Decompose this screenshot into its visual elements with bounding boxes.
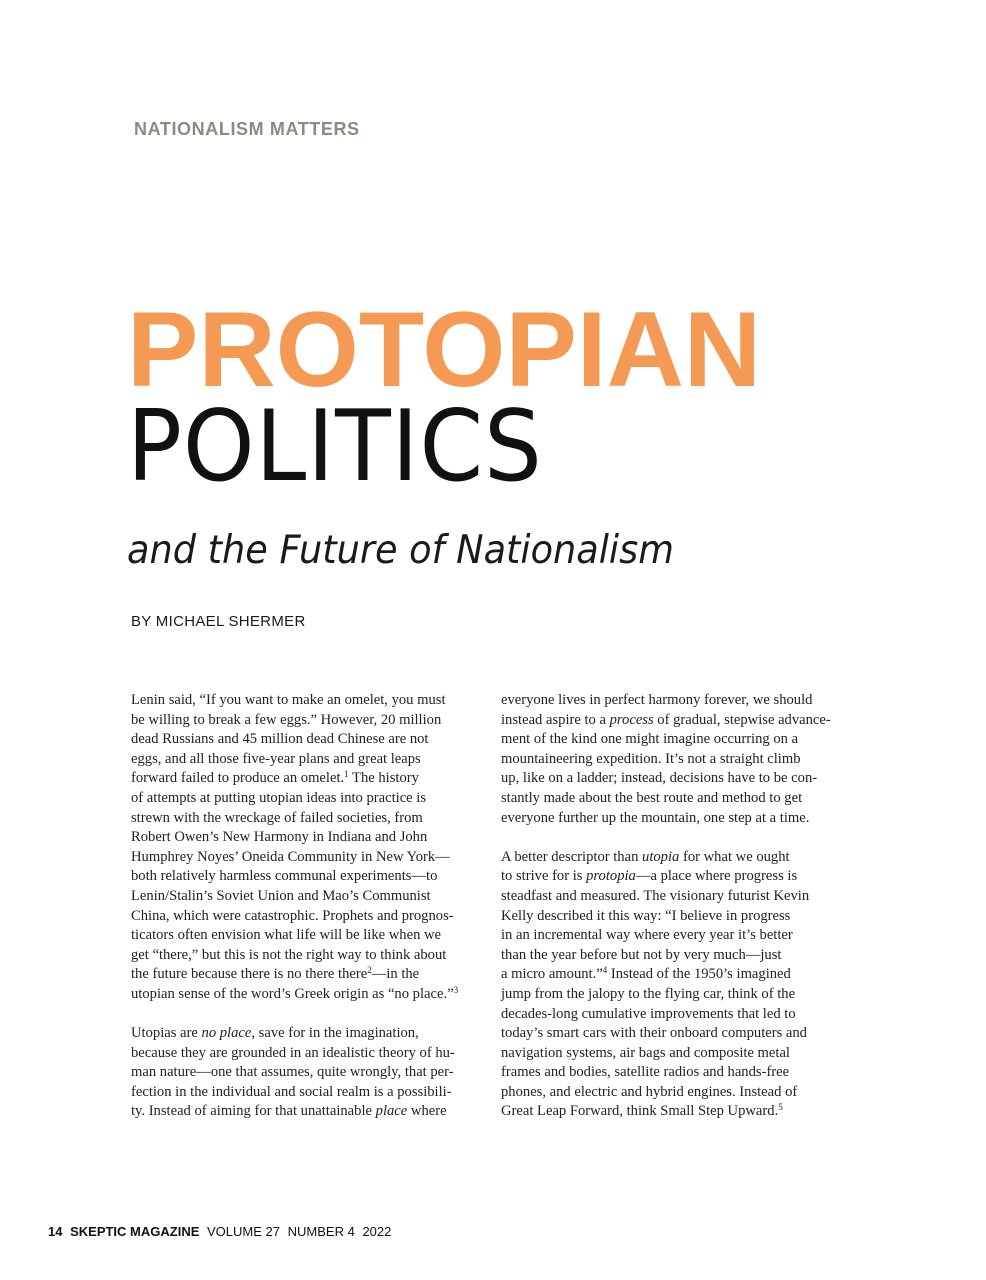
text-run: The history bbox=[348, 770, 419, 787]
text-line: phones, and electric and hybrid engines. Instead of bbox=[501, 1083, 798, 1100]
emphasis: process bbox=[609, 711, 654, 728]
text-line: steadfast and measured. The visionary futurist Kevin bbox=[501, 887, 810, 904]
text-line: because they are grounded in an idealistic theory of hu- bbox=[131, 1044, 455, 1061]
text-line: be willing to break a few eggs.” However, 20 million bbox=[131, 711, 442, 728]
text-line: Lenin said, “If you want to make an omelet, you must bbox=[131, 692, 446, 708]
footnote-ref: 5 bbox=[778, 1102, 783, 1113]
text-line: man nature—one that assumes, quite wrongly, that per- bbox=[131, 1064, 454, 1081]
text-line: Lenin/Stalin’s Soviet Union and Mao’s Communist bbox=[131, 887, 431, 904]
text-run: utopian sense of the word’s Greek origin as “no place.” bbox=[131, 985, 454, 1002]
text-line: strewn with the wreckage of failed societies, from bbox=[131, 809, 423, 826]
text-line: decades-long cumulative improvements that led to bbox=[501, 1005, 796, 1022]
text-run: ty. Instead of aiming for that unattainable bbox=[131, 1103, 376, 1120]
text-line: in an incremental way where every year it’s better bbox=[501, 927, 793, 944]
text-run: forward failed to produce an omelet. bbox=[131, 770, 345, 787]
text-run: for what we ought bbox=[679, 848, 790, 865]
paragraph bbox=[131, 691, 491, 1005]
text-line: jump from the jalopy to the flying car, think of the bbox=[501, 985, 796, 1002]
text-line: ment of the kind one might imagine occurring on a bbox=[501, 731, 799, 748]
text-line: navigation systems, air bags and composite metal bbox=[501, 1044, 790, 1061]
text-line: eggs, and all those five-year plans and great leaps bbox=[131, 750, 421, 767]
text-line bbox=[131, 985, 491, 1005]
text-run: A better descriptor than bbox=[501, 848, 643, 865]
emphasis: place bbox=[375, 1103, 408, 1120]
paragraph bbox=[501, 691, 861, 828]
paragraph bbox=[501, 848, 861, 1122]
text-run: Instead of the 1950’s imagined bbox=[607, 966, 791, 983]
text-run: of gradual, stepwise advance- bbox=[653, 711, 831, 728]
emphasis: no place bbox=[201, 1025, 252, 1042]
text-line bbox=[131, 1102, 491, 1122]
text-run: , save for in the imagination, bbox=[251, 1025, 419, 1042]
text-line: Humphrey Noyes’ Oneida Community in New York— bbox=[131, 848, 450, 865]
text-line bbox=[501, 867, 861, 887]
text-run: the future because there is no there there bbox=[131, 966, 368, 983]
text-line bbox=[501, 848, 861, 868]
text-line bbox=[501, 1102, 861, 1122]
paragraph bbox=[131, 1024, 491, 1122]
text-line: up, like on a ladder; instead, decisions have to be con- bbox=[501, 770, 818, 787]
headline-line-1: PROTOPIAN bbox=[127, 289, 762, 409]
footnote-ref: 4 bbox=[602, 965, 608, 976]
magazine-name: SKEPTIC MAGAZINE bbox=[70, 1224, 200, 1239]
footnote-ref: 1 bbox=[344, 769, 349, 780]
text-run: instead aspire to a bbox=[501, 711, 610, 728]
text-line: Robert Owen’s New Harmony in Indiana and John bbox=[131, 829, 428, 846]
byline: BY MICHAEL SHERMER bbox=[131, 613, 306, 630]
footnote-ref: 2 bbox=[367, 965, 372, 976]
headline-line-2: POLITICS bbox=[127, 390, 543, 504]
text-line: than the year before but not by very much—just bbox=[501, 946, 782, 963]
text-run: Great Leap Forward, think Small Step Upward. bbox=[501, 1103, 779, 1120]
text-line bbox=[131, 769, 491, 789]
text-line: dead Russians and 45 million dead Chinese are not bbox=[131, 731, 429, 748]
volume: VOLUME 27 bbox=[207, 1224, 280, 1239]
page-number: 14 bbox=[48, 1224, 63, 1239]
text-line: fection in the individual and social realm is a possibili- bbox=[131, 1083, 452, 1100]
text-line: China, which were catastrophic. Prophets and prognos- bbox=[131, 907, 454, 924]
body-column-left bbox=[131, 691, 491, 1142]
text-line: of attempts at putting utopian ideas into practice is bbox=[131, 789, 427, 806]
text-line: mountaineering expedition. It’s not a straight climb bbox=[501, 750, 801, 767]
text-line bbox=[501, 711, 861, 731]
text-line: everyone further up the mountain, one step at a time. bbox=[501, 809, 810, 826]
text-line: get “there,” but this is not the right way to think about bbox=[131, 946, 447, 963]
text-run: —in the bbox=[371, 966, 420, 983]
text-line bbox=[131, 965, 491, 985]
text-run: —a place where progress is bbox=[635, 868, 798, 885]
footnote-ref: 3 bbox=[453, 984, 459, 995]
text-run: where bbox=[407, 1103, 447, 1120]
text-line: ticators often envision what life will be like when we bbox=[131, 927, 442, 944]
text-line: both relatively harmless communal experiments—to bbox=[131, 868, 438, 885]
body-column-right bbox=[501, 691, 861, 1142]
text-line: stantly made about the best route and method to get bbox=[501, 789, 803, 806]
text-run: to strive for is bbox=[501, 868, 587, 885]
emphasis: utopia bbox=[642, 848, 680, 865]
year: 2022 bbox=[362, 1224, 392, 1239]
text-line: today’s smart cars with their onboard computers and bbox=[501, 1025, 807, 1042]
section-kicker: NATIONALISM MATTERS bbox=[134, 119, 360, 139]
issue-number: NUMBER 4 bbox=[287, 1224, 355, 1239]
text-line: everyone lives in perfect harmony forever, we should bbox=[501, 692, 813, 708]
text-line: Kelly described it this way: “I believe in progress bbox=[501, 907, 791, 924]
text-line bbox=[131, 1024, 491, 1044]
text-run: a micro amount.” bbox=[501, 966, 603, 983]
text-run: Utopias are bbox=[131, 1025, 202, 1042]
text-line bbox=[501, 965, 861, 985]
subtitle: and the Future of Nationalism bbox=[127, 528, 674, 573]
emphasis: protopia bbox=[586, 868, 636, 885]
page-footer bbox=[48, 1224, 395, 1239]
text-line: frames and bodies, satellite radios and hands-free bbox=[501, 1064, 790, 1081]
